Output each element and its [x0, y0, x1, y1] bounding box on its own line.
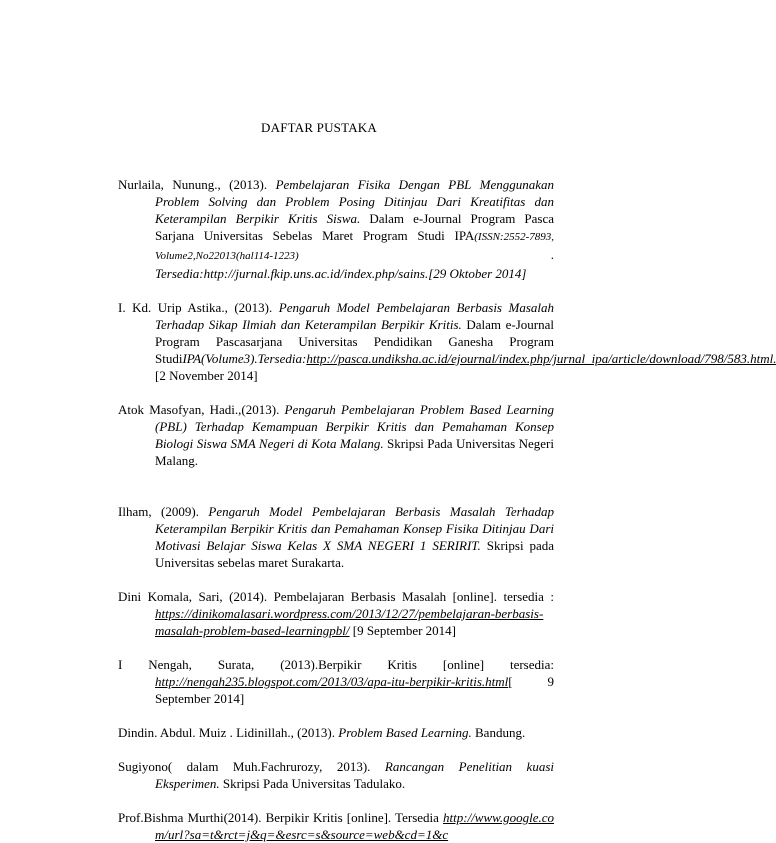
reference-author: I Nengah, Surata, (2013).Berpikir Kritis [online] tersedia: — [118, 657, 554, 672]
reference-title: Problem Based Learning. — [338, 725, 472, 740]
reference-title: Pengaruh Model Pembelajaran Berbasis Masalah Terhadap Keterampilan Berpikir Kritis dan Pemahaman Konsep Fisika Ditinjau Dari Motivasi Belajar Siswa Kelas X SMA NEGERI 1 SERIRIT. — [155, 504, 555, 553]
reference-author: I. Kd. Urip Astika., (2013). — [118, 300, 273, 315]
reference-dot: . — [550, 247, 554, 262]
page-title: DAFTAR PUSTAKA — [261, 120, 377, 135]
reference-item — [118, 503, 554, 571]
reference-list — [118, 176, 776, 843]
reference-link[interactable]: http://nengah235.blogspot.com/2013/03/apa-itu-berpikir-kritis.html — [155, 674, 509, 689]
reference-link[interactable]: http://www.google.com/url?sa=t&rct=j&q=&esrc=s&source=web&cd=1&c — [155, 810, 555, 842]
reference-title: Pembelajaran Fisika Dengan PBL Menggunakan Problem Solving dan Problem Posing Ditinjau Dari Kreatifitas dan Keterampilan Berpikir Kritis Siswa. — [155, 177, 555, 226]
reference-item — [118, 299, 776, 384]
reference-source: Dalam e-Journal Program Pasca Sarjana Universitas Sebelas Maret Program Studi IPA — [155, 211, 555, 243]
reference-date: [9 September 2014] — [352, 623, 457, 638]
reference-title: Pengaruh Pembelajaran Problem Based Learning (PBL) Terhadap Kemampuan Berpikir Kritis dan Pemahaman Konsep Biologi Siswa SMA Negeri di Kota Malang. — [155, 402, 554, 451]
reference-author: Sugiyono( dalam Muh.Fachrurozy, 2013). — [118, 759, 371, 774]
reference-author: Atok Masofyan, Hadi.,(2013). — [118, 402, 280, 417]
reference-link[interactable]: http://pasca.undiksha.ac.id/ejournal/index.php/jurnal_ipa/article/download/798/583.html. — [306, 351, 776, 366]
reference-access: Tersedia:http://jurnal.fkip.uns.ac.id/index.php/sains.[29 Oktober 2014] — [155, 266, 527, 281]
reference-link[interactable]: https://dinikomalasari.wordpress.com/2013/12/27/pembelajaran-berbasis-masalah-problem-based-learningpbl/ — [155, 606, 544, 638]
reference-issn: IPA(Volume3).Tersedia: — [182, 351, 307, 366]
reference-source: Bandung. — [475, 725, 526, 740]
reference-date: [2 November 2014] — [155, 368, 258, 383]
reference-author: Prof.Bishma Murthi(2014). Berpikir Kritis [online]. Tersedia — [118, 810, 439, 825]
reference-source: Skripsi Pada Universitas Negeri Malang. — [155, 436, 554, 468]
reference-author: Dini Komala, Sari, (2014). Pembelajaran Berbasis Masalah [online]. tersedia : — [118, 589, 554, 604]
reference-source: Dalam e-Journal Program Pascasarjana Universitas Pendidikan Ganesha Program Studi — [155, 317, 554, 366]
reference-author: Nurlaila, Nunung., (2013). — [118, 177, 268, 192]
reference-item — [118, 588, 554, 639]
reference-item — [118, 724, 554, 741]
reference-item — [118, 656, 554, 707]
reference-item — [118, 401, 554, 469]
reference-item — [118, 809, 554, 843]
reference-date: [ 9 September 2014] — [155, 674, 554, 706]
reference-source: Skripsi Pada Universitas Tadulako. — [222, 776, 406, 791]
reference-author: Dindin. Abdul. Muiz . Lidinillah., (2013). — [118, 725, 336, 740]
reference-title: Rancangan Penelitian kuasi Eksperimen. — [155, 759, 554, 791]
reference-author: Ilham, (2009). — [118, 504, 199, 519]
reference-title: Pengaruh Model Pembelajaran Berbasis Masalah Terhadap Sikap Ilmiah dan Keterampilan Berpikir Kritis. — [155, 300, 555, 332]
reference-item — [118, 758, 554, 792]
reference-source: Skripsi pada Universitas sebelas maret Surakarta. — [155, 538, 554, 570]
reference-item — [118, 176, 554, 282]
reference-issn: (ISSN:2552-7893, Volume2,No22013(hal114-1223) — [155, 231, 554, 262]
